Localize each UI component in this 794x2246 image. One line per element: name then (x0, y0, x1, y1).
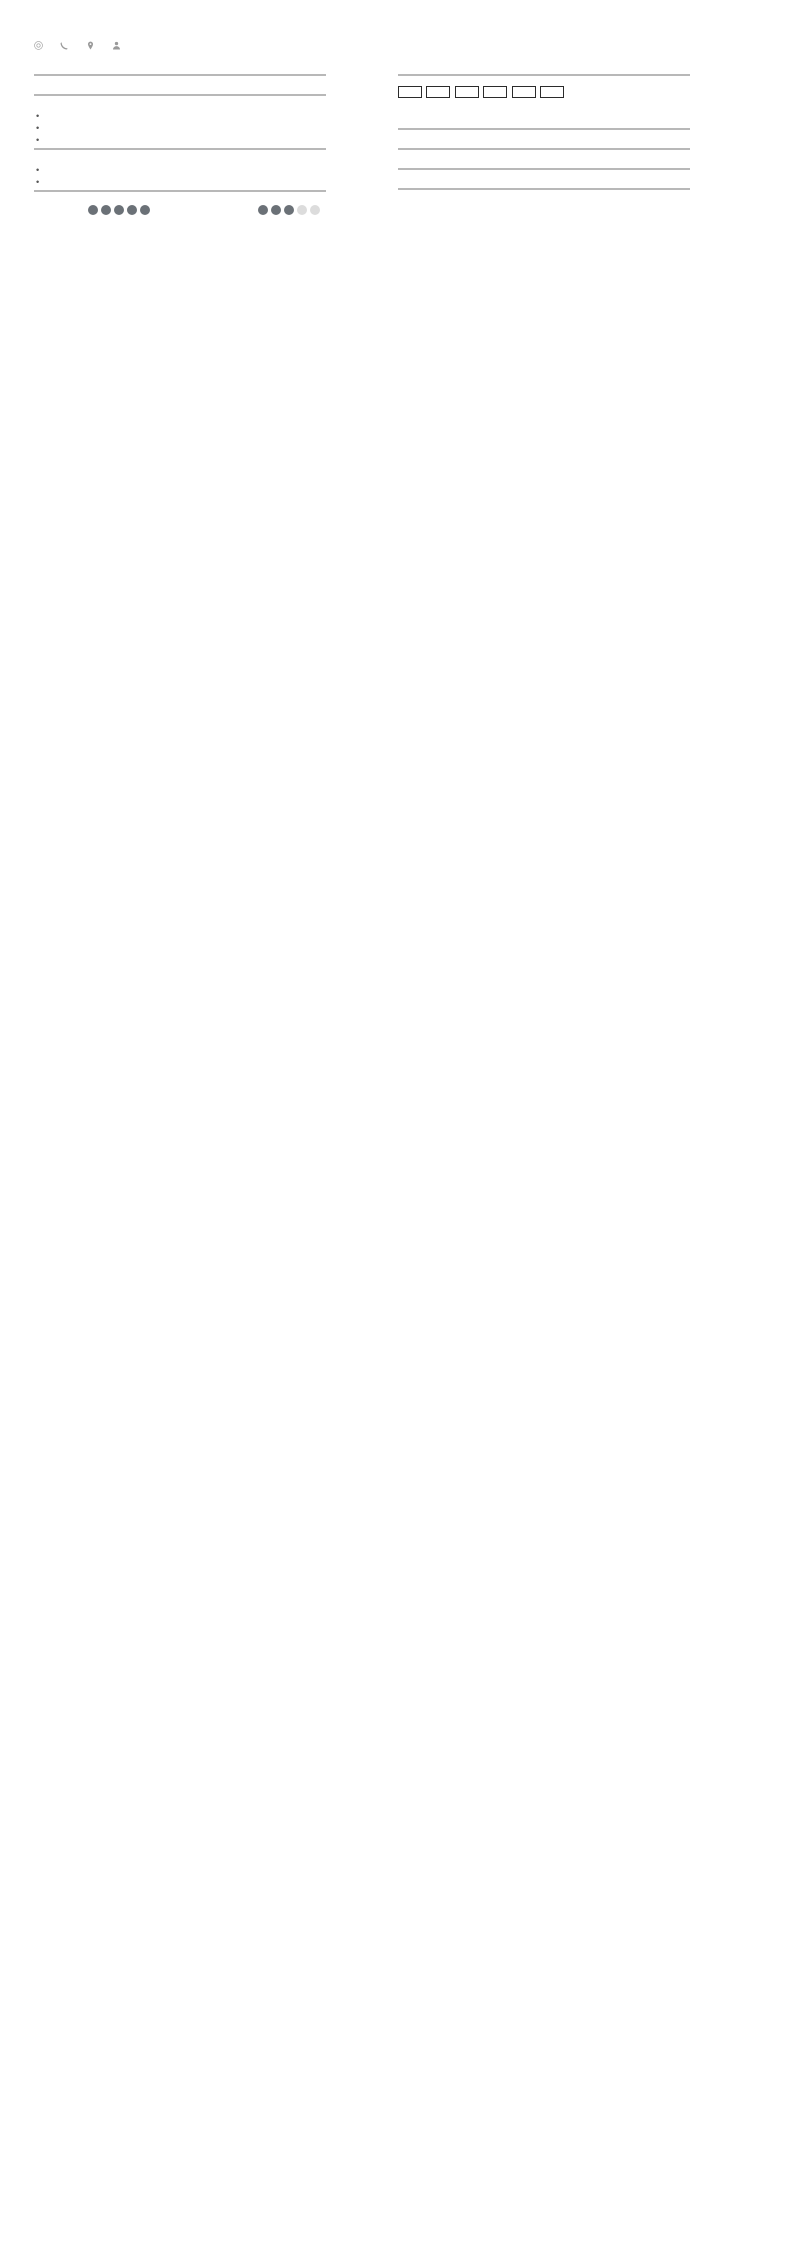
page-two-left-spacer (34, 1160, 326, 1163)
section-certifications (398, 128, 690, 130)
phone-icon (60, 41, 69, 50)
skill-chip[interactable] (540, 86, 564, 98)
section-education (34, 148, 326, 172)
person-icon (112, 41, 121, 50)
resume-header (34, 41, 760, 50)
contact-gender[interactable] (112, 41, 125, 50)
decorative-dots-bottom (364, 1050, 794, 1610)
section-rule (398, 188, 690, 190)
contact-email[interactable] (34, 41, 47, 50)
skill-chip[interactable] (483, 86, 507, 98)
section-rule (34, 190, 326, 192)
section-key-achievements (398, 168, 690, 170)
section-skills (398, 74, 690, 110)
page-two-right-column (368, 1160, 660, 1163)
contact-location[interactable] (86, 41, 99, 50)
section-training (398, 188, 690, 190)
left-column (34, 70, 326, 233)
section-rule (398, 148, 690, 150)
language-item (204, 202, 326, 215)
contact-bar (34, 41, 760, 50)
skill-chip[interactable] (398, 86, 422, 98)
section-rule (34, 148, 326, 150)
section-rule (398, 128, 690, 130)
page-two-footer-wrap (0, 2210, 794, 2224)
skills-chips (398, 86, 690, 110)
language-rating-dots (258, 205, 320, 215)
resume-columns (34, 70, 760, 233)
right-column (398, 70, 690, 208)
page-two-overflow (0, 1160, 794, 1163)
section-rule (398, 168, 690, 170)
location-icon (86, 41, 95, 50)
section-rule (34, 74, 326, 76)
language-level-row (34, 205, 156, 215)
skill-chip[interactable] (455, 86, 479, 98)
resume-sheet (0, 0, 794, 247)
section-rule (34, 94, 326, 96)
section-languages (34, 190, 326, 215)
email-icon (34, 41, 43, 50)
page-footer (34, 233, 760, 247)
section-rule (398, 74, 690, 76)
languages-list (34, 202, 326, 215)
page-footer-two (0, 2210, 794, 2224)
skill-chip[interactable] (512, 86, 536, 98)
skill-chip[interactable] (426, 86, 450, 98)
language-level-row (204, 205, 326, 215)
section-awards (398, 148, 690, 150)
language-rating-dots (88, 205, 150, 215)
section-summary (34, 74, 326, 76)
language-item (34, 202, 156, 215)
contact-phone[interactable] (60, 41, 73, 50)
section-experience (34, 94, 326, 130)
